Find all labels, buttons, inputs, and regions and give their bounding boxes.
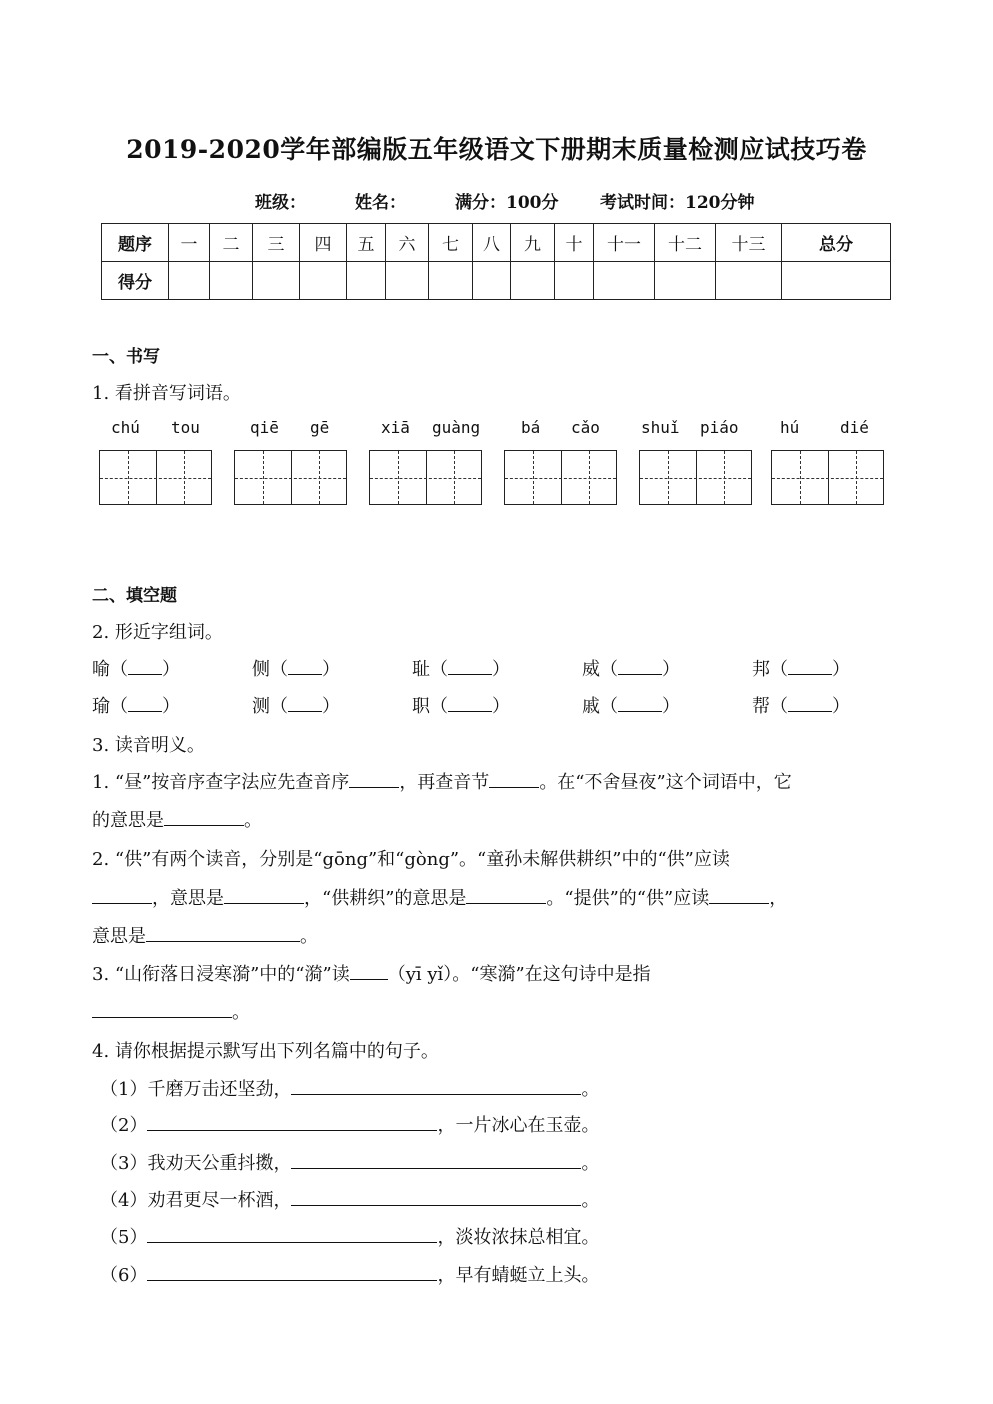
full-score-label: 满分：100分 <box>455 193 559 213</box>
col-header: 十 <box>555 224 594 262</box>
q3-3-line1 <box>92 960 651 986</box>
text: ，再查音节 <box>399 772 490 793</box>
answer-blank[interactable] <box>288 658 322 675</box>
col-header: 一 <box>169 224 210 262</box>
text: 3. “山衔落日浸寒漪”中的“漪”读 <box>92 964 350 985</box>
writing-grid[interactable] <box>771 450 884 505</box>
score-cell[interactable] <box>253 262 300 300</box>
char-label: 测（ <box>252 696 288 717</box>
word-item <box>752 655 850 681</box>
text: 1. “昼”按音序查字法应先查音序 <box>92 772 350 793</box>
close-paren: ） <box>662 659 680 680</box>
answer-blank[interactable] <box>618 695 662 712</box>
writing-grid[interactable] <box>99 450 212 505</box>
section-2-heading: 二、填空题 <box>92 586 177 606</box>
word-item <box>412 692 510 718</box>
answer-blank[interactable] <box>128 695 162 712</box>
name-label: 姓名： <box>355 193 406 213</box>
char-label: 帮（ <box>752 696 788 717</box>
char-label: 职（ <box>412 696 448 717</box>
word-item <box>252 655 340 681</box>
poem-line-2 <box>100 1111 599 1137</box>
answer-blank[interactable] <box>92 887 152 904</box>
text: 。在“不舍昼夜”这个词语中，它 <box>539 772 792 793</box>
text: 。 <box>581 1190 600 1211</box>
pinyin: qiē <box>250 418 279 437</box>
col-header: 二 <box>210 224 253 262</box>
score-cell[interactable] <box>716 262 782 300</box>
answer-blank[interactable] <box>618 658 662 675</box>
writing-grid[interactable] <box>234 450 347 505</box>
char-label: 侧（ <box>252 659 288 680</box>
col-header: 七 <box>429 224 473 262</box>
text: ，意思是 <box>152 888 224 909</box>
word-item <box>252 692 340 718</box>
close-paren: ） <box>662 696 680 717</box>
answer-blank[interactable] <box>291 1152 581 1169</box>
answer-blank[interactable] <box>350 963 388 980</box>
score-cell[interactable] <box>300 262 347 300</box>
poem-line-3 <box>100 1149 599 1175</box>
answer-blank[interactable] <box>224 887 304 904</box>
writing-grid[interactable] <box>504 450 617 505</box>
answer-blank[interactable] <box>146 925 300 942</box>
pinyin: dié <box>840 418 869 437</box>
poem-line-6 <box>100 1261 599 1287</box>
word-item <box>92 655 180 681</box>
page-title: 2019-2020学年部编版五年级语文下册期末质量检测应试技巧卷 <box>126 135 867 164</box>
pinyin: chú <box>111 418 140 437</box>
writing-grid[interactable] <box>639 450 752 505</box>
question-2: 2. 形近字组词。 <box>92 622 223 643</box>
answer-blank[interactable] <box>448 695 492 712</box>
text: （2） <box>100 1115 148 1136</box>
pinyin: cǎo <box>571 418 600 437</box>
close-paren: ） <box>162 659 180 680</box>
col-header: 六 <box>386 224 429 262</box>
answer-blank[interactable] <box>147 1226 437 1243</box>
col-header: 五 <box>347 224 386 262</box>
score-cell[interactable] <box>210 262 253 300</box>
close-paren: ） <box>322 696 340 717</box>
answer-blank[interactable] <box>709 887 769 904</box>
poem-line-4 <box>100 1186 599 1212</box>
answer-blank[interactable] <box>291 1078 581 1095</box>
close-paren: ） <box>162 696 180 717</box>
question-1: 1. 看拼音写词语。 <box>92 383 241 404</box>
text: 。“提供”的“供”应读 <box>546 888 710 909</box>
writing-grid[interactable] <box>369 450 482 505</box>
answer-blank[interactable] <box>466 887 546 904</box>
char-label: 瑜（ <box>92 696 128 717</box>
score-cell[interactable] <box>429 262 473 300</box>
answer-blank[interactable] <box>128 658 162 675</box>
char-label: 邦（ <box>752 659 788 680</box>
poem-line-5 <box>100 1223 599 1249</box>
text: （4）劝君更尽一杯酒， <box>100 1190 292 1211</box>
answer-blank[interactable] <box>489 771 539 788</box>
answer-blank[interactable] <box>147 1114 437 1131</box>
answer-blank[interactable] <box>147 1264 437 1281</box>
col-header: 十三 <box>716 224 782 262</box>
q3-1-line1 <box>92 768 792 794</box>
score-cell[interactable] <box>473 262 511 300</box>
col-header: 十一 <box>594 224 655 262</box>
answer-blank[interactable] <box>448 658 492 675</box>
total-score-cell[interactable] <box>782 262 891 300</box>
text: 的意思是 <box>92 810 164 831</box>
text: 。 <box>581 1153 600 1174</box>
close-paren: ） <box>322 659 340 680</box>
question-3: 3. 读音明义。 <box>92 735 205 756</box>
q3-2-line1: 2. “供”有两个读音，分别是“gōng”和“gòng”。“童孙未解供耕织”中的“供”应读 <box>92 849 730 870</box>
word-item <box>752 692 850 718</box>
total-header: 总分 <box>782 224 891 262</box>
text: （1）千磨万击还坚劲， <box>100 1079 292 1100</box>
score-cell[interactable] <box>655 262 716 300</box>
char-label: 戚（ <box>582 696 618 717</box>
col-header: 八 <box>473 224 511 262</box>
answer-blank[interactable] <box>788 695 832 712</box>
score-cell[interactable] <box>169 262 210 300</box>
text: ，“供耕织”的意思是 <box>304 888 467 909</box>
pinyin: shuǐ <box>641 418 680 437</box>
text: 意思是 <box>92 926 146 947</box>
q3-2-line3 <box>92 922 318 948</box>
text: ， <box>769 888 788 909</box>
pinyin: xiā <box>381 418 410 437</box>
word-item <box>412 655 510 681</box>
close-paren: ） <box>832 659 850 680</box>
answer-blank[interactable] <box>92 1001 232 1018</box>
text: （3）我劝天公重抖擞， <box>100 1153 292 1174</box>
class-label: 班级： <box>255 193 306 213</box>
col-header: 十二 <box>655 224 716 262</box>
pinyin: gē <box>310 418 330 437</box>
pinyin: guàng <box>432 418 481 437</box>
text: 。 <box>581 1079 600 1100</box>
word-item <box>92 692 180 718</box>
word-item <box>582 655 680 681</box>
pinyin: bá <box>521 418 541 437</box>
text: ，一片冰心在玉壶。 <box>437 1115 600 1136</box>
word-item <box>582 692 680 718</box>
close-paren: ） <box>832 696 850 717</box>
answer-blank[interactable] <box>288 695 322 712</box>
text: （5） <box>100 1227 148 1248</box>
score-cell[interactable] <box>555 262 594 300</box>
col-header: 三 <box>253 224 300 262</box>
col-header: 四 <box>300 224 347 262</box>
text: ，淡妆浓抹总相宜。 <box>437 1227 600 1248</box>
pinyin: tou <box>171 418 200 437</box>
pinyin: hú <box>780 418 800 437</box>
exam-time-label: 考试时间：120分钟 <box>600 193 755 213</box>
section-1-heading: 一、书写 <box>92 347 160 367</box>
score-table <box>101 223 891 300</box>
text: （yī yǐ）。“寒漪”在这句诗中是指 <box>387 964 651 985</box>
q3-2-line2 <box>92 884 787 910</box>
score-cell[interactable] <box>347 262 386 300</box>
text: ，早有蜻蜓立上头。 <box>437 1265 600 1286</box>
text: 。 <box>244 810 262 831</box>
answer-blank[interactable] <box>349 771 399 788</box>
col-header: 九 <box>511 224 555 262</box>
score-cell[interactable] <box>594 262 655 300</box>
char-label: 喻（ <box>92 659 128 680</box>
text: （6） <box>100 1265 148 1286</box>
char-label: 耻（ <box>412 659 448 680</box>
q3-1-line2 <box>92 806 262 832</box>
answer-blank[interactable] <box>788 658 832 675</box>
pinyin: piáo <box>700 418 739 437</box>
text: 。 <box>232 1002 250 1023</box>
question-4: 4. 请你根据提示默写出下列名篇中的句子。 <box>92 1041 439 1062</box>
close-paren: ） <box>492 659 510 680</box>
text: 。 <box>300 926 318 947</box>
answer-blank[interactable] <box>291 1189 581 1206</box>
poem-line-1 <box>100 1075 599 1101</box>
close-paren: ） <box>492 696 510 717</box>
q3-3-line2 <box>92 998 250 1024</box>
score-cell[interactable] <box>386 262 429 300</box>
char-label: 威（ <box>582 659 618 680</box>
row-label-score: 得分 <box>102 262 169 300</box>
row-label-number: 题序 <box>102 224 169 262</box>
answer-blank[interactable] <box>164 809 244 826</box>
score-cell[interactable] <box>511 262 555 300</box>
